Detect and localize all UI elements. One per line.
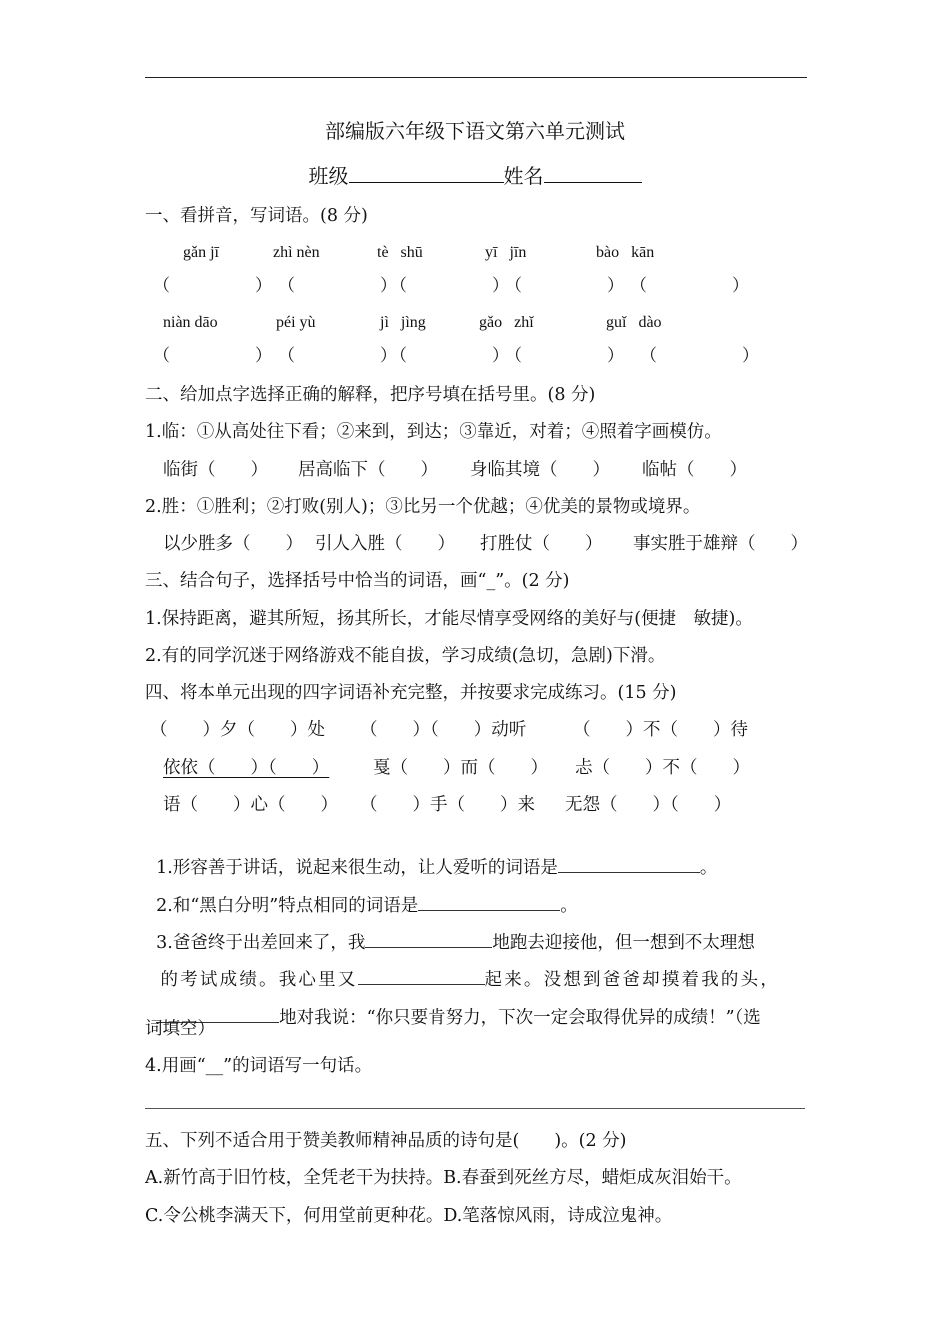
pinyin-7: péi yù <box>276 314 316 331</box>
q4-task-3-line4: 词填空） <box>145 1019 215 1039</box>
pinyin-9: gǎo zhǐ <box>479 314 534 331</box>
name-blank[interactable] <box>544 164 642 183</box>
idiom-3[interactable]: （ ）不（ ）待 <box>573 720 748 740</box>
writing-line[interactable] <box>145 1108 805 1109</box>
idiom-2[interactable]: （ ）（ ）动听 <box>360 720 527 740</box>
idiom-9[interactable]: 无怨（ ）（ ） <box>565 795 732 815</box>
pinyin-10: guǐ dào <box>606 314 662 331</box>
pinyin-2: zhì nèn <box>273 244 320 261</box>
q4-task-2-end: 。 <box>560 896 578 916</box>
q4-task-3-text-c: 的考试成绩。我心里又 <box>160 970 358 990</box>
pinyin-8: jì jìng <box>380 314 426 331</box>
answer-box-8[interactable]: （ ） <box>390 346 509 366</box>
idiom-6[interactable]: 忐（ ）不（ ） <box>575 758 750 778</box>
q2-word-3[interactable]: 身临其境（ ） <box>470 460 610 480</box>
q2-word-5[interactable]: 以少胜多（ ） <box>163 534 303 554</box>
q5-heading: 五、下列不适合用于赞美教师精神品质的诗句是( )。(2 分) <box>145 1131 627 1151</box>
top-rule <box>145 77 807 78</box>
q4-heading: 四、将本单元出现的四字词语补充完整，并按要求完成练习。(15 分) <box>145 683 677 703</box>
q3-sentence-2: 2.有的同学沉迷于网络游戏不能自拔，学习成绩(急切，急剧)下滑。 <box>145 646 666 666</box>
q4-task-3-line3 <box>145 980 761 1030</box>
pinyin-4: yī jīn <box>485 244 527 261</box>
answer-box-7[interactable]: （ ） <box>278 346 397 366</box>
idiom-4[interactable]: 依依（ ）（ ） <box>163 758 330 778</box>
q2-word-6[interactable]: 引人入胜（ ） <box>315 534 455 554</box>
q4-task-3-text-e: 地对我说：“你只要肯努力，下次一定会取得优异的成绩！”（选 <box>279 1008 761 1028</box>
idiom-8[interactable]: （ ）手（ ）来 <box>360 795 535 815</box>
answer-box-1[interactable]: （ ） <box>153 276 272 296</box>
name-label: 姓名 <box>503 164 544 188</box>
q2-word-4[interactable]: 临帖（ ） <box>642 460 747 480</box>
q1-heading: 一、看拼音，写词语。(8 分) <box>145 206 368 226</box>
q3-sentence-1: 1.保持距离，避其所短，扬其所长，才能尽情享受网络的美好与(便捷 敏捷)。 <box>145 609 753 629</box>
class-label: 班级 <box>308 164 349 188</box>
q4-task-3-text-b: 地跑去迎接他，但一想到不太理想 <box>492 933 755 953</box>
q4-task-1-text: 1.形容善于讲话，说起来很生动，让人爱听的词语是 <box>156 858 558 878</box>
answer-box-5[interactable]: （ ） <box>630 276 749 296</box>
q4-task-2-text: 2.和“黑白分明”特点相同的词语是 <box>156 896 419 916</box>
answer-box-10[interactable]: （ ） <box>640 346 759 366</box>
q2-item2: 2.胜：①胜利；②打败(别人)；③比另一个优越；④优美的景物或境界。 <box>145 497 701 517</box>
student-info-line <box>0 163 950 189</box>
answer-box-4[interactable]: （ ） <box>505 276 624 296</box>
idiom-5[interactable]: 戛（ ）而（ ） <box>373 758 548 778</box>
pinyin-3: tè shū <box>377 244 423 261</box>
q2-word-2[interactable]: 居高临下（ ） <box>298 460 438 480</box>
q2-word-1[interactable]: 临街（ ） <box>163 460 268 480</box>
q4-task-3-text-d: 起来。没想到爸爸却摸着我的头， <box>484 970 781 990</box>
class-blank[interactable] <box>349 164 504 183</box>
q4-task-4: 4.用画“__”的词语写一句话。 <box>145 1056 373 1076</box>
q2-word-7[interactable]: 打胜仗（ ） <box>480 534 603 554</box>
q4-task-1-end: 。 <box>699 858 718 878</box>
q3-heading: 三、结合句子，选择括号中恰当的词语，画“_”。(2 分) <box>145 571 570 591</box>
idiom-7[interactable]: 语（ ）心（ ） <box>163 795 338 815</box>
q2-heading: 二、给加点字选择正确的解释，把序号填在括号里。(8 分) <box>145 385 596 405</box>
q5-options-cd[interactable]: C.令公桃李满天下，何用堂前更种花。D.笔落惊风雨，诗成泣鬼神。 <box>145 1206 673 1226</box>
pinyin-5: bào kān <box>596 244 655 261</box>
q4-task-1-blank[interactable] <box>558 854 700 873</box>
q4-task-3-text-a: 3.爸爸终于出差回来了，我 <box>156 933 366 953</box>
answer-box-3[interactable]: （ ） <box>390 276 509 296</box>
page-title: 部编版六年级下语文第六单元测试 <box>325 119 625 143</box>
answer-box-2[interactable]: （ ） <box>278 276 397 296</box>
answer-box-9[interactable]: （ ） <box>505 346 624 366</box>
pinyin-6: niàn dāo <box>163 314 218 331</box>
q5-options-ab[interactable]: A.新竹高于旧竹枝，全凭老干为扶持。B.春蚕到死丝方尽，蜡炬成灰泪始干。 <box>145 1168 742 1188</box>
answer-box-6[interactable]: （ ） <box>153 346 272 366</box>
pinyin-1: gǎn jī <box>183 244 219 261</box>
idiom-1[interactable]: （ ）夕（ ）处 <box>150 720 325 740</box>
q2-word-8[interactable]: 事实胜于雄辩（ ） <box>633 534 808 554</box>
q2-item1: 1.临：①从高处往下看；②来到，到达；③靠近，对着；④照着字画模仿。 <box>145 422 722 442</box>
